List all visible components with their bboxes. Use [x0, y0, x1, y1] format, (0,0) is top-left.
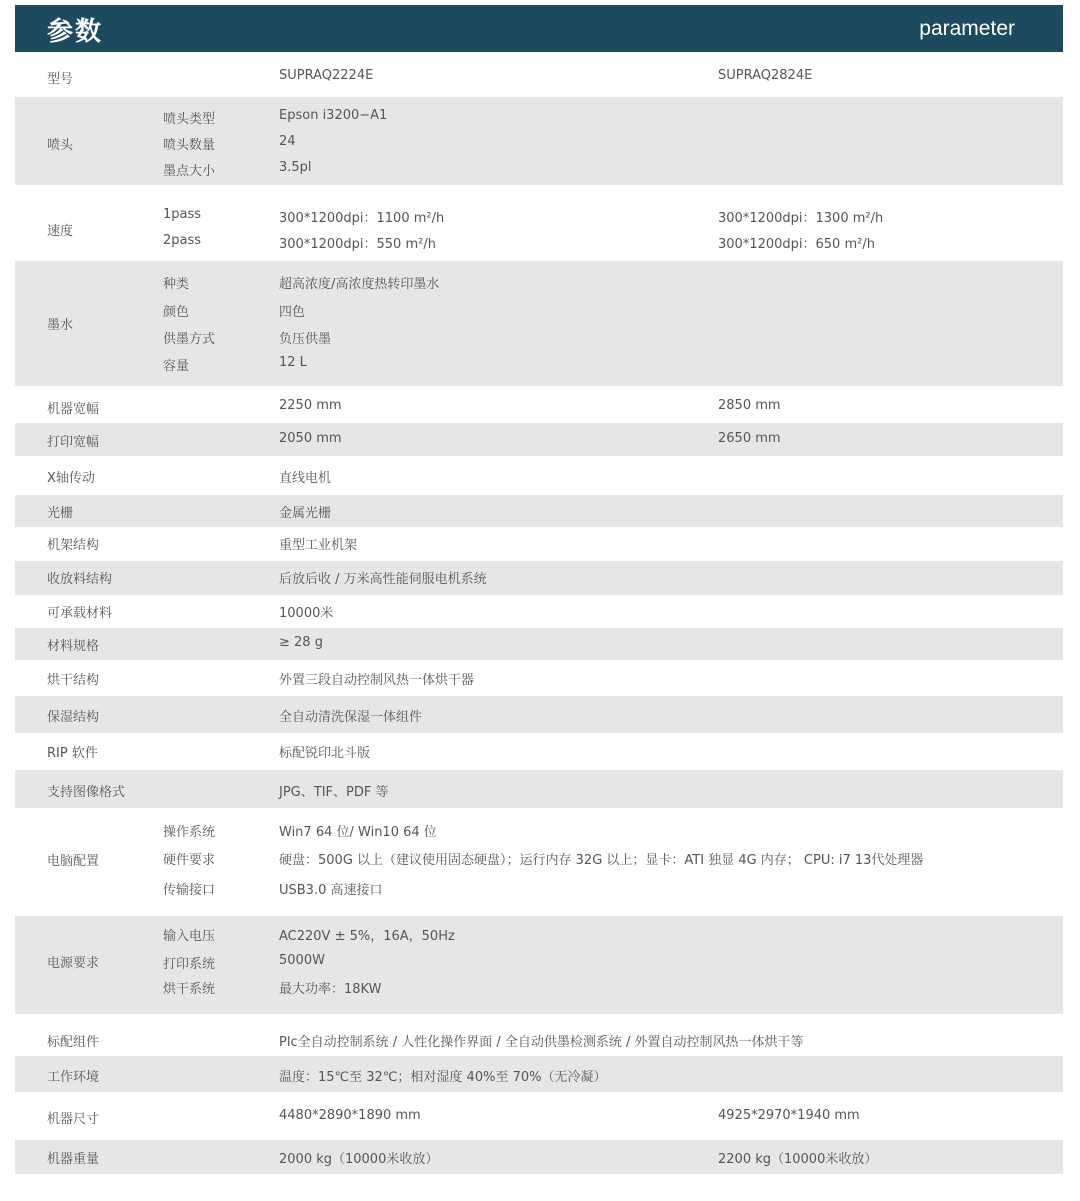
spec-value-model-1: 外置三段自动控制风热一体烘干器: [279, 673, 475, 688]
spec-label: 电源要求: [47, 955, 100, 971]
spec-value-model-2: SUPRAQ2824E: [718, 68, 813, 83]
spec-row: [15, 527, 1063, 561]
spec-row: [15, 628, 1063, 660]
spec-sublabel: 打印系统: [163, 957, 216, 972]
spec-value-model-2: 2650 mm: [718, 431, 781, 446]
spec-row: [15, 696, 1063, 733]
spec-row: [15, 660, 1063, 696]
spec-sublabel: 供墨方式: [163, 332, 216, 347]
spec-label: 支持图像格式: [47, 785, 126, 800]
spec-row: [15, 97, 1063, 185]
spec-label: 型号: [47, 72, 74, 87]
spec-row: [15, 1056, 1063, 1092]
spec-sublabel: 颜色: [163, 305, 190, 320]
spec-value-model-1: 10000米: [279, 606, 334, 621]
spec-value-model-2: 2850 mm: [718, 398, 781, 413]
spec-value-model-1: 最大功率：18KW: [279, 982, 382, 997]
spec-row: [15, 423, 1063, 456]
spec-value-model-1: 全自动清洗保湿一体组件: [279, 710, 423, 725]
spec-label: 标配组件: [47, 1035, 100, 1050]
spec-label: 材料规格: [47, 639, 100, 654]
spec-row: [15, 1014, 1063, 1056]
spec-sublabel: 喷头类型: [163, 112, 216, 127]
spec-row: [15, 261, 1063, 386]
spec-label: 机架结构: [47, 538, 100, 553]
spec-value-model-1: 300*1200dpi：550 m²/h: [279, 237, 436, 252]
spec-value-model-2: 4925*2970*1940 mm: [718, 1108, 860, 1123]
spec-value-model-1: 超高浓度/高浓度热转印墨水: [279, 277, 440, 292]
spec-value-model-1: 硬盘：500G 以上（建议使用固态硬盘）；运行内存 32G 以上；显卡：ATI 独显 4G 内存； CPU: i7 13代处理器: [279, 853, 924, 868]
spec-value-model-1: 温度：15℃至 32℃；相对湿度 40%至 70%（无冷凝）: [279, 1070, 607, 1085]
spec-sublabel: 2pass: [163, 233, 202, 248]
spec-label: X轴传动: [47, 471, 95, 486]
spec-label: 收放料结构: [47, 572, 113, 587]
spec-row: [15, 495, 1063, 527]
spec-sublabel: 墨点大小: [163, 164, 216, 179]
spec-label: 光栅: [47, 506, 74, 521]
spec-value-model-1: 后放后收 / 万米高性能伺服电机系统: [279, 572, 487, 587]
spec-value-model-1: ≥ 28 g: [279, 635, 323, 650]
spec-row: [15, 916, 1063, 1014]
spec-value-model-1: 重型工业机架: [279, 538, 358, 553]
spec-value-model-1: JPG、TIF、PDF 等: [279, 785, 389, 800]
spec-value-model-1: USB3.0 高速接口: [279, 883, 383, 898]
spec-value-model-1: 2050 mm: [279, 431, 342, 446]
spec-row: [15, 595, 1063, 628]
spec-row: [15, 1092, 1063, 1140]
section-header: [15, 5, 1063, 52]
spec-sublabel: 喷头数量: [163, 138, 216, 153]
spec-table: [15, 58, 1063, 1174]
spec-label: 烘干结构: [47, 673, 100, 688]
spec-sublabel: 1pass: [163, 207, 202, 222]
spec-label: 墨水: [47, 318, 74, 333]
spec-label: 电脑配置: [47, 854, 100, 869]
spec-row: [15, 770, 1063, 808]
spec-value-model-1: 负压供墨: [279, 332, 332, 347]
spec-value-model-1: Plc全自动控制系统 / 人性化操作界面 / 全自动供墨检测系统 / 外置自动控制风热一体烘干等: [279, 1035, 804, 1050]
spec-sublabel: 烘干系统: [163, 982, 216, 997]
spec-value-model-1: 四色: [279, 305, 306, 320]
spec-value-model-1: 300*1200dpi：1100 m²/h: [279, 211, 445, 226]
spec-value-model-1: Win7 64 位/ Win10 64 位: [279, 825, 437, 840]
spec-label: 工作环境: [47, 1070, 100, 1085]
spec-value-model-1: 金属光栅: [279, 506, 332, 521]
spec-value-model-1: 5000W: [279, 953, 325, 968]
spec-label: 速度: [47, 224, 74, 239]
spec-row: [15, 561, 1063, 595]
spec-value-model-1: 直线电机: [279, 471, 332, 486]
header-title: 参数: [47, 17, 104, 47]
spec-value-model-2: 300*1200dpi：1300 m²/h: [718, 211, 884, 226]
spec-label: 喷头: [47, 138, 74, 153]
spec-row: [15, 808, 1063, 916]
spec-value-model-1: 4480*2890*1890 mm: [279, 1108, 421, 1123]
spec-label: 保湿结构: [47, 710, 100, 725]
spec-value-model-1: 2000 kg（10000米收放）: [279, 1152, 439, 1167]
spec-label: 打印宽幅: [47, 435, 100, 450]
spec-sublabel: 传输接口: [163, 883, 216, 898]
spec-row: [15, 733, 1063, 770]
spec-sublabel: 容量: [163, 359, 190, 374]
spec-row: [15, 456, 1063, 495]
spec-sublabel: 硬件要求: [163, 853, 216, 868]
spec-value-model-1: Epson i3200−A1: [279, 108, 388, 123]
spec-sublabel: 输入电压: [163, 929, 216, 944]
spec-label: RIP 软件: [47, 746, 98, 761]
spec-label: 可承载材料: [47, 606, 113, 621]
spec-value-model-1: 12 L: [279, 355, 307, 370]
spec-row: [15, 58, 1063, 97]
spec-value-model-1: 3.5pl: [279, 160, 312, 175]
spec-value-model-1: 标配锐印北斗版: [279, 746, 371, 761]
spec-value-model-2: 300*1200dpi：650 m²/h: [718, 237, 875, 252]
spec-sublabel: 操作系统: [163, 825, 216, 840]
spec-row: [15, 185, 1063, 261]
spec-label: 机器重量: [47, 1152, 100, 1167]
spec-label: 机器宽幅: [47, 402, 100, 417]
spec-value-model-2: 2200 kg（10000米收放）: [718, 1152, 878, 1167]
spec-value-model-1: 2250 mm: [279, 398, 342, 413]
spec-label: 机器尺寸: [47, 1112, 100, 1127]
spec-sublabel: 种类: [163, 277, 190, 292]
spec-row: [15, 1140, 1063, 1174]
spec-value-model-1: 24: [279, 134, 296, 149]
spec-row: [15, 386, 1063, 423]
spec-value-model-1: AC220V ± 5%，16A，50Hz: [279, 929, 455, 944]
spec-value-model-1: SUPRAQ2224E: [279, 68, 374, 83]
header-subtitle: parameter: [919, 17, 1015, 40]
